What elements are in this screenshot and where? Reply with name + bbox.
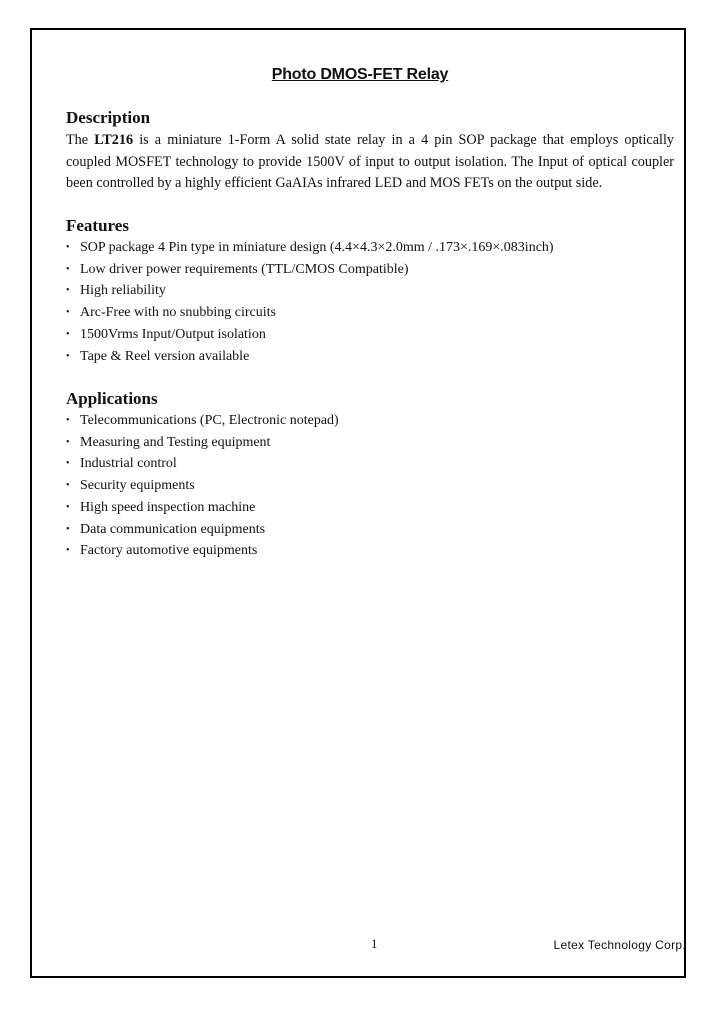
application-text: Data communication equipments [80,521,266,537]
feature-text: Arc-Free with no snubbing circuits [80,305,276,321]
bullet-icon: • [66,285,70,297]
list-item [66,324,554,346]
feature-text: Tape & Reel version available [80,348,250,364]
description-heading: Description [66,108,151,127]
applications-heading: Applications [66,389,158,408]
application-text: Factory automotive equipments [80,543,258,559]
list-item [66,280,554,302]
page-number: 1 [371,936,378,951]
list-item [66,453,339,475]
features-heading: Features [66,216,129,235]
bullet-icon: • [66,501,70,513]
list-item [66,519,339,541]
list-item [66,237,554,259]
list-item [66,497,339,519]
list-item [66,259,554,281]
feature-text: 1500Vrms Input/Output isolation [80,326,266,342]
bullet-icon: • [66,545,70,557]
bullet-icon: • [66,328,70,340]
list-item [66,410,339,432]
feature-text: SOP package 4 Pin type in miniature design (4.4×4.3×2.0mm / .173×.169×.083inch) [80,240,554,255]
bullet-icon: • [66,480,70,492]
feature-text: High reliability [80,283,166,299]
list-item [66,432,339,454]
application-text: High speed inspection machine [80,499,256,515]
application-text: Telecommunications (PC, Electronic notepad) [80,413,339,428]
list-item [66,346,554,368]
application-text: Measuring and Testing equipment [80,434,271,450]
description-body: is a miniature 1-Form A solid state relay in a 4 pin SOP package that employs optically coupled MOSFET technology to provide 1500V of input to output isolation. The Input of optical coupler been controlled by a highly efficient GaAIAs infrared LED and MOS FETs on the output side. [66,132,674,191]
description-intro: The [66,132,95,148]
bullet-icon: • [66,523,70,535]
applications-list [66,410,339,562]
company-name: Letex Technology Corp. [553,938,686,952]
features-list [66,237,554,367]
feature-text: Low driver power requirements (TTL/CMOS Compatible) [80,261,409,277]
bullet-icon: • [66,436,70,448]
list-item [66,475,339,497]
list-item [66,302,554,324]
part-number: LT216 [94,132,134,148]
application-text: Industrial control [80,456,177,472]
bullet-icon: • [66,307,70,319]
application-text: Security equipments [80,478,195,494]
bullet-icon: • [66,263,70,275]
bullet-icon: • [66,350,70,362]
list-item [66,540,339,562]
bullet-icon: • [66,458,70,470]
description-paragraph [66,130,674,195]
bullet-icon: • [66,242,70,253]
bullet-icon: • [66,415,70,426]
page-title: Photo DMOS-FET Relay [271,66,449,83]
